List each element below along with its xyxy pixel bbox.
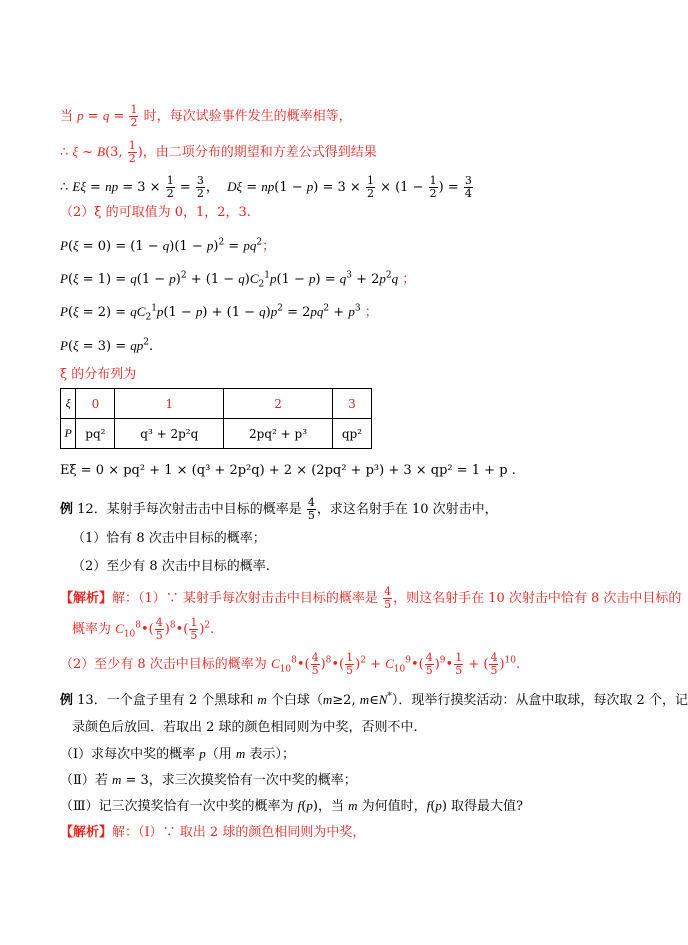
distribution-table	[60, 388, 372, 449]
table-row	[61, 419, 372, 449]
table-cell: ξ	[61, 389, 76, 419]
line-prob-equal: 当 p = q = $\frac{1}{2}$ 时，每次试验事件发生的概率相等，	[60, 103, 352, 129]
table-cell: 1	[115, 389, 224, 419]
table-row	[61, 389, 372, 419]
example-13-q3: （Ⅲ）记三次摸奖恰有一次中奖的概率为 f(p)，当 m 为何值时，f(p) 取得最大值?	[60, 798, 524, 814]
example-12-answer-1: 【解析】解：（1）∵ 某射手每次射击击中目标的概率是 $\frac{4}{5}$ ，则这名射手在 10 次射击中恰有 8 次击中目标的	[60, 585, 682, 611]
table-cell: 2	[224, 389, 333, 419]
table-cell: P	[61, 419, 76, 449]
table-cell: 3	[332, 389, 371, 419]
line-p2: $P(\xi = 2) = qC_2^1p(1 - p) + (1 - q)p^2 = 2pq^2 + p^3$ ；	[60, 303, 378, 323]
table-cell: pq²	[76, 419, 115, 449]
line-expectation-sum: Eξ = 0 × pq² + 1 × (q³ + 2p²q) + 2 × (2pq² + p³) + 3 × qp² = 1 + p .	[60, 463, 516, 478]
example-12-answer-1-cont: 概率为 $C_{10}^8•$( $\frac{4}{5}$ )$^8$•( $\frac{1}{5}$ )$^2$.	[72, 616, 215, 642]
example-13-q1: （Ⅰ）求每次中奖的概率 p（用 m 表示）；	[60, 746, 295, 762]
table-cell: qp²	[332, 419, 371, 449]
example-12-answer-2: （2）至少有 8 次击中目标的概率为 $C_{10}^8•$( $\frac{4}{5}$ )$^8$•( $\frac{1}{5}$ )$^2 + C_{10}^9•$( $\frac{4}{5}$ )$^9$• $\frac{1}{5}$ + ( $\frac{4}{5}$ )$^{10}$.	[60, 651, 521, 677]
example-13-title: 例 13．一个盒子里有 2 个黑球和 m 个白球（m≥2, m∈N*）．现举行摸奖活动：从盒中取球，每次取 2 个，记	[60, 691, 688, 708]
table-cell: 0	[76, 389, 115, 419]
example-13-q2: （Ⅱ）若 m = 3，求三次摸奖恰有一次中奖的概率；	[60, 772, 357, 788]
table-cell: 2pq² + p³	[224, 419, 333, 449]
table-cell: q³ + 2p²q	[115, 419, 224, 449]
line-binomial: ∴ ξ ~ B(3, $\frac{1}{2}$ )，由二项分布的期望和方差公式得到结果	[60, 139, 377, 165]
line-p1: $P(\xi = 1) = q(1 - p)^2 + (1 - q)C_2^1p(1 - p) = q^3 + 2p^2q$ ；	[60, 270, 416, 290]
line-p0: $P(\xi = 0) = (1 - q)(1 - p)^2 = pq^2$；	[60, 237, 276, 254]
example-13-answer: 【解析】解：（Ⅰ）∵ 取出 2 球的颜色相同则为中奖，	[60, 825, 366, 840]
line-expectation-variance: ∴ Eξ = np = 3 × $\frac{1}{2}$ = $\frac{3}{2}$ ， Dξ = np(1 − p) = 3 × $\frac{1}{2}$ × (1 − $\frac{1}{2}$ ) = $\frac{3}{4}$	[60, 174, 472, 200]
example-12-title: 例 12．某射手每次射击击中目标的概率是 $\frac{4}{5}$ ，求这名射手在 10 次射击中，	[60, 496, 498, 522]
line-p3: $P(\xi = 3) = qp^2$.	[60, 337, 154, 354]
line-part2-values: （2）ξ 的可取值为 0，1，2，3.	[60, 205, 251, 220]
example-13-title-cont: 录颜色后放回．若取出 2 球的颜色相同则为中奖，否则不中.	[72, 720, 418, 735]
example-12-q1: （1）恰有 8 次击中目标的概率；	[72, 531, 266, 546]
distribution-title: ξ 的分布列为	[60, 367, 137, 382]
example-12-q2: （2）至少有 8 次击中目标的概率.	[72, 559, 270, 574]
